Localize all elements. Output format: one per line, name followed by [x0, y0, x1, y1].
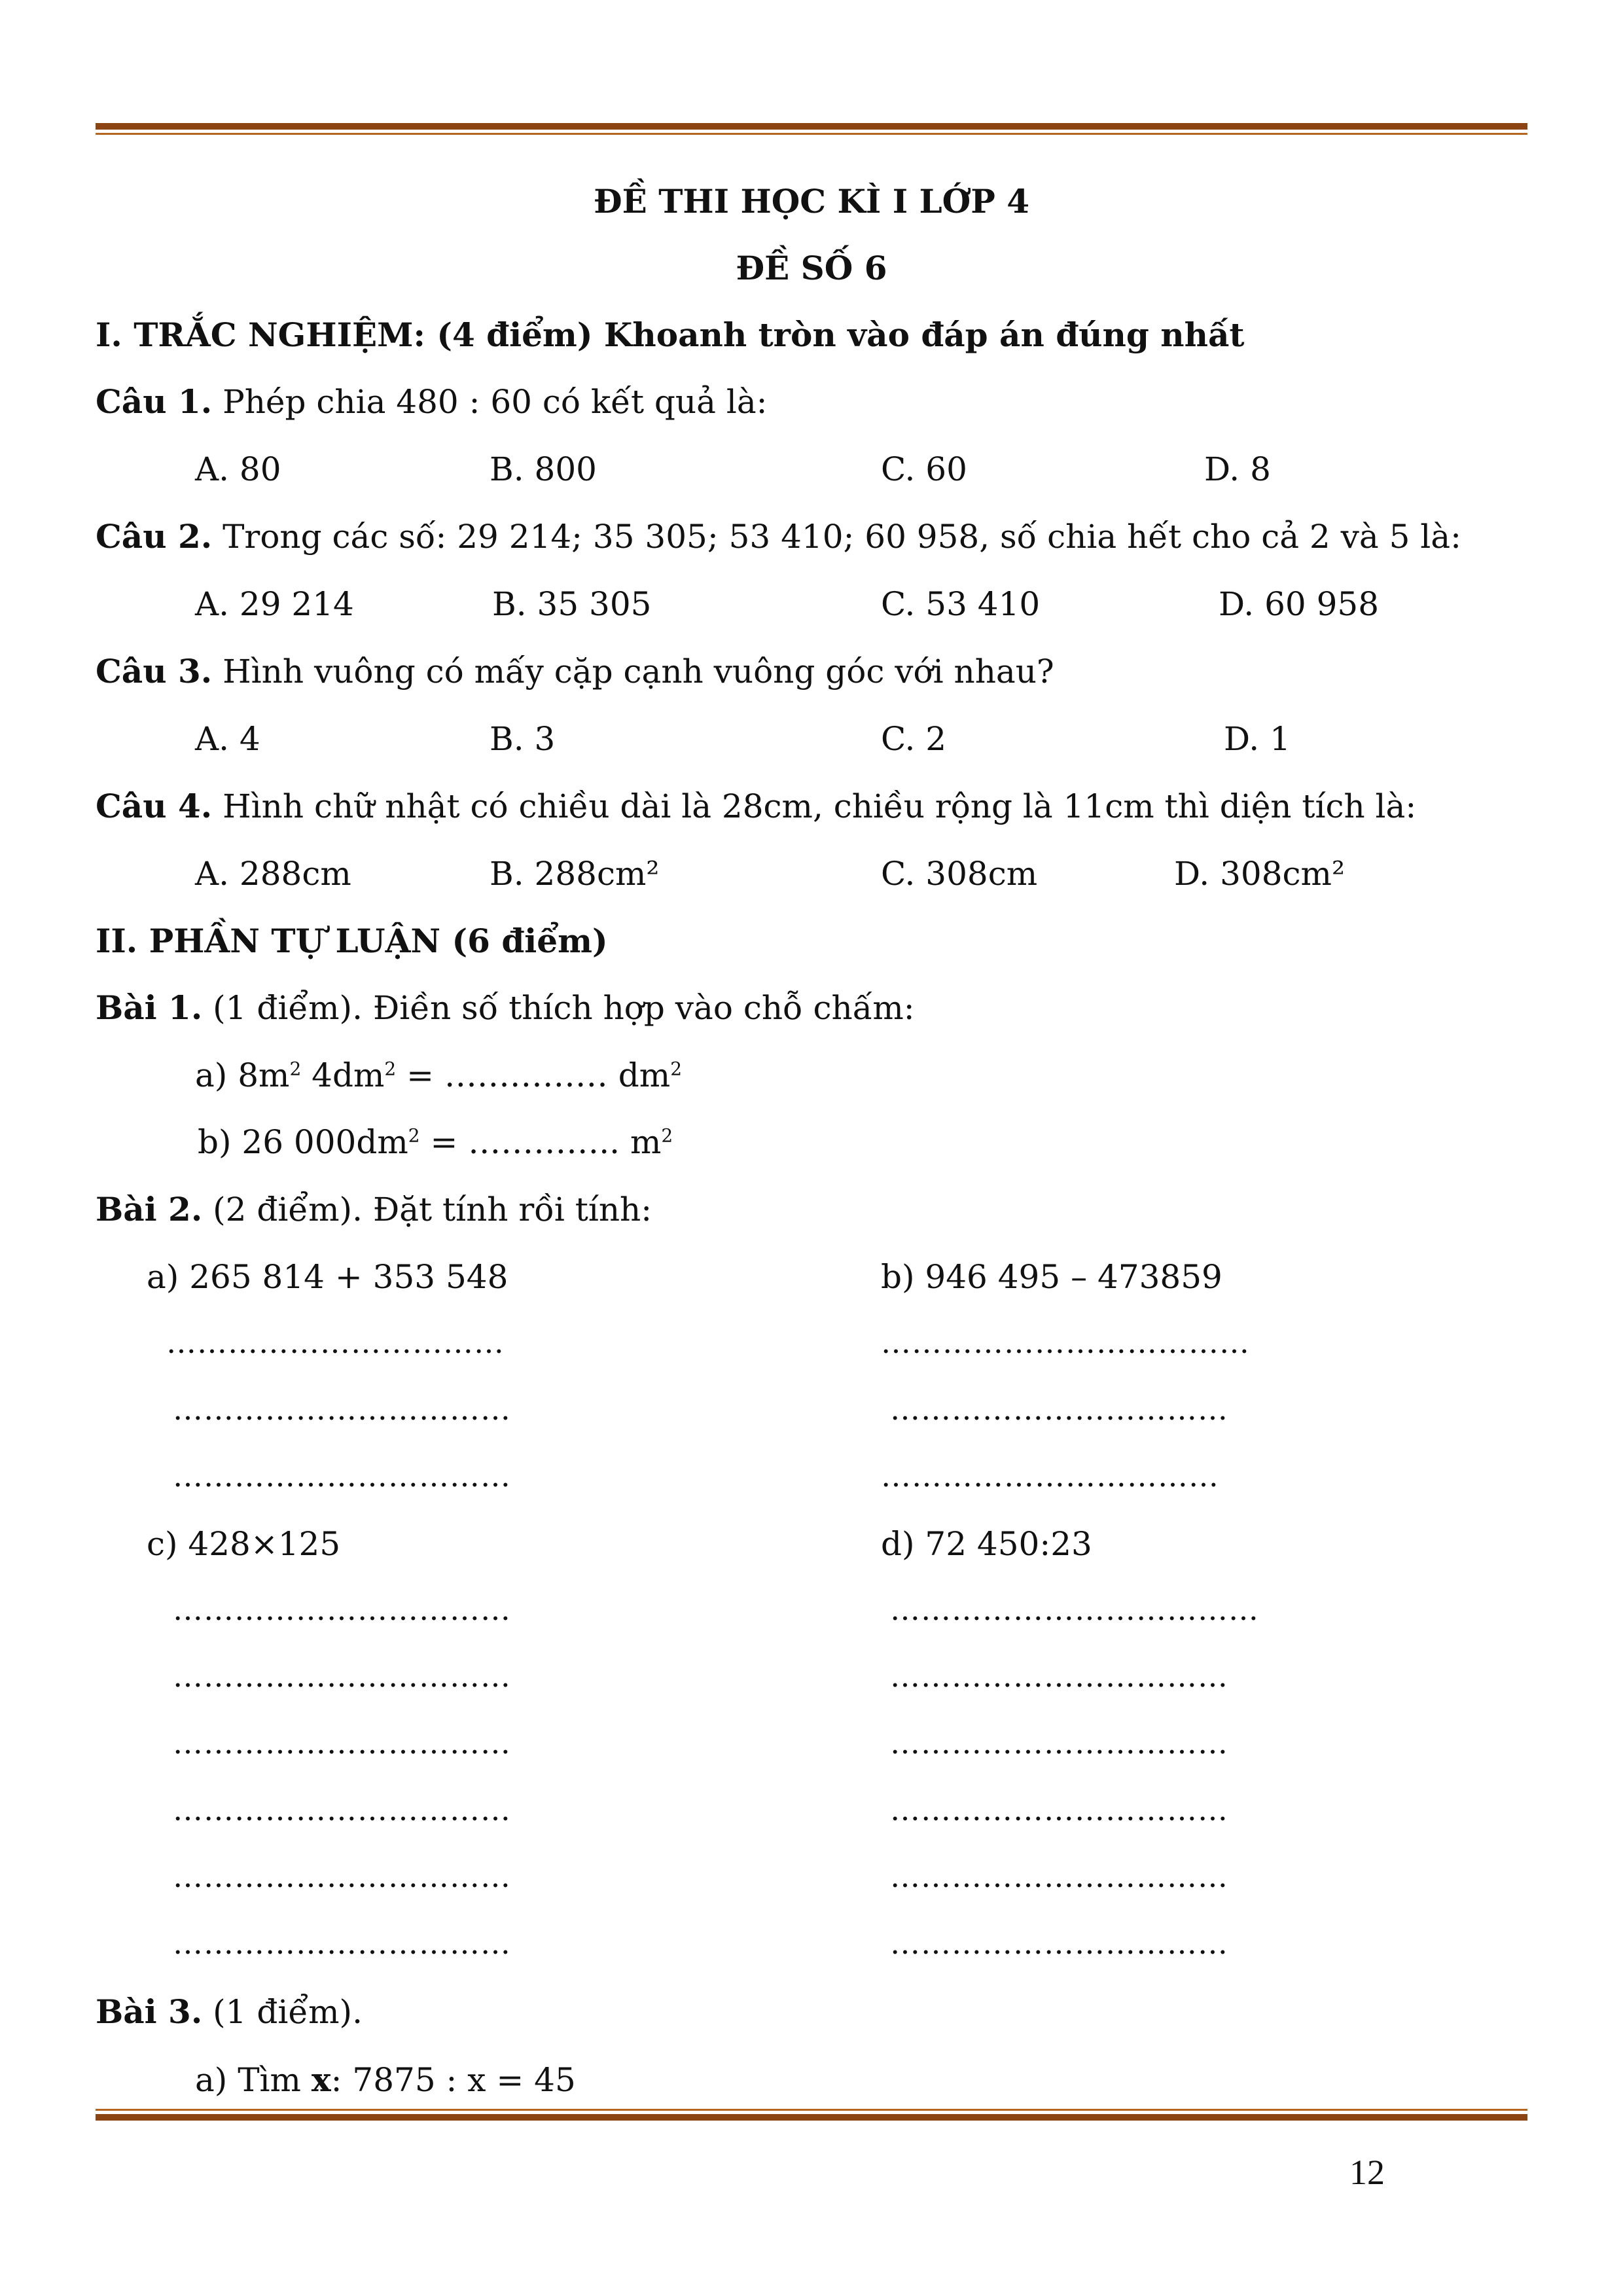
page-title: ĐỀ THI HỌC KÌ I LỚP 4 — [593, 182, 1029, 221]
answer-line[interactable]: …………………………… — [173, 1859, 511, 1894]
answer-line[interactable]: ……………………………… — [881, 1325, 1250, 1360]
bai-2-d: d) 72 450:23 — [881, 1525, 1092, 1563]
page-number: 12 — [1349, 2153, 1385, 2192]
answer-line[interactable]: …………………………… — [890, 1725, 1228, 1761]
q2-option-c[interactable]: C. 53 410 — [881, 585, 1041, 623]
bai-1-b[interactable]: b) 26 $000dm^2$ = ………….. $m^2$ — [198, 1123, 673, 1161]
bai-2: Bài 2. (2 điểm). Đặt tính rồi tính: — [96, 1190, 652, 1229]
q1-option-d[interactable]: D. 8 — [1204, 450, 1271, 488]
answer-line[interactable]: …………………………… — [173, 1391, 511, 1427]
answer-line[interactable]: …………………………… — [890, 1391, 1228, 1427]
q4-option-b[interactable]: B. 288cm² — [490, 855, 660, 893]
q4-option-a[interactable]: A. 288cm — [195, 855, 351, 893]
answer-line[interactable]: …………………………… — [166, 1325, 505, 1360]
answer-line[interactable]: ……………………………… — [890, 1592, 1259, 1627]
answer-line[interactable]: …………………………… — [173, 1792, 511, 1827]
q3-option-a[interactable]: A. 4 — [195, 720, 260, 758]
q3-option-c[interactable]: C. 2 — [881, 720, 947, 758]
answer-line[interactable]: …………………………… — [890, 1659, 1228, 1694]
q1-option-b[interactable]: B. 800 — [490, 450, 597, 488]
answer-line[interactable]: …………………………… — [881, 1458, 1219, 1494]
answer-line[interactable]: …………………………… — [890, 1792, 1228, 1827]
q4-option-c[interactable]: C. 308cm — [881, 855, 1038, 893]
question-4: Câu 4. Hình chữ nhật có chiều dài là 28cm, chiều rộng là 11cm thì diện tích là: — [96, 787, 1417, 825]
bai-3: Bài 3. (1 điểm). — [96, 1992, 363, 2031]
q4-option-d[interactable]: D. 308cm² — [1174, 855, 1345, 893]
bai-2-b: b) 946 495 – 473859 — [881, 1258, 1222, 1296]
answer-line[interactable]: …………………………… — [890, 1926, 1228, 1961]
page-subtitle: ĐỀ SỐ 6 — [736, 249, 887, 287]
q3-option-d[interactable]: D. 1 — [1224, 720, 1291, 758]
q1-option-c[interactable]: C. 60 — [881, 450, 967, 488]
bottom-rule — [96, 2109, 1527, 2121]
question-2: Câu 2. Trong các số: 29 214; 35 305; 53 410; 60 958, số chia hết cho cả 2 và 5 là: — [96, 517, 1461, 556]
part2-heading: II. PHẦN TỰ LUẬN (6 điểm) — [96, 922, 608, 960]
bai-2-c: c) 428×125 — [147, 1525, 341, 1563]
q2-option-b[interactable]: B. 35 305 — [492, 585, 652, 623]
question-1: Câu 1. Phép chia 480 : 60 có kết quả là: — [96, 382, 768, 421]
bai-3-a: a) Tìm x: 7875 : x = 45 — [195, 2060, 576, 2099]
q3-option-b[interactable]: B. 3 — [490, 720, 556, 758]
q2-option-a[interactable]: A. 29 214 — [195, 585, 354, 623]
answer-line[interactable]: …………………………… — [173, 1725, 511, 1761]
answer-line[interactable]: …………………………… — [173, 1926, 511, 1961]
answer-line[interactable]: …………………………… — [890, 1859, 1228, 1894]
q2-option-d[interactable]: D. 60 958 — [1219, 585, 1380, 623]
answer-line[interactable]: …………………………… — [173, 1458, 511, 1494]
part1-heading: I. TRẮC NGHIỆM: (4 điểm) Khoanh tròn vào đáp án đúng nhất — [96, 315, 1245, 354]
question-3: Câu 3. Hình vuông có mấy cặp cạnh vuông góc với nhau? — [96, 652, 1054, 691]
top-rule — [96, 123, 1527, 135]
bai-1-a[interactable]: a) $8m^2$ $4dm^2$ = …………… $dm^2$ — [195, 1056, 683, 1094]
q1-option-a[interactable]: A. 80 — [195, 450, 281, 488]
bai-2-a: a) 265 814 + 353 548 — [147, 1258, 508, 1296]
bai-1: Bài 1. (1 điểm). Điền số thích hợp vào chỗ chấm: — [96, 988, 915, 1027]
answer-line[interactable]: …………………………… — [173, 1592, 511, 1627]
answer-line[interactable]: …………………………… — [173, 1659, 511, 1694]
